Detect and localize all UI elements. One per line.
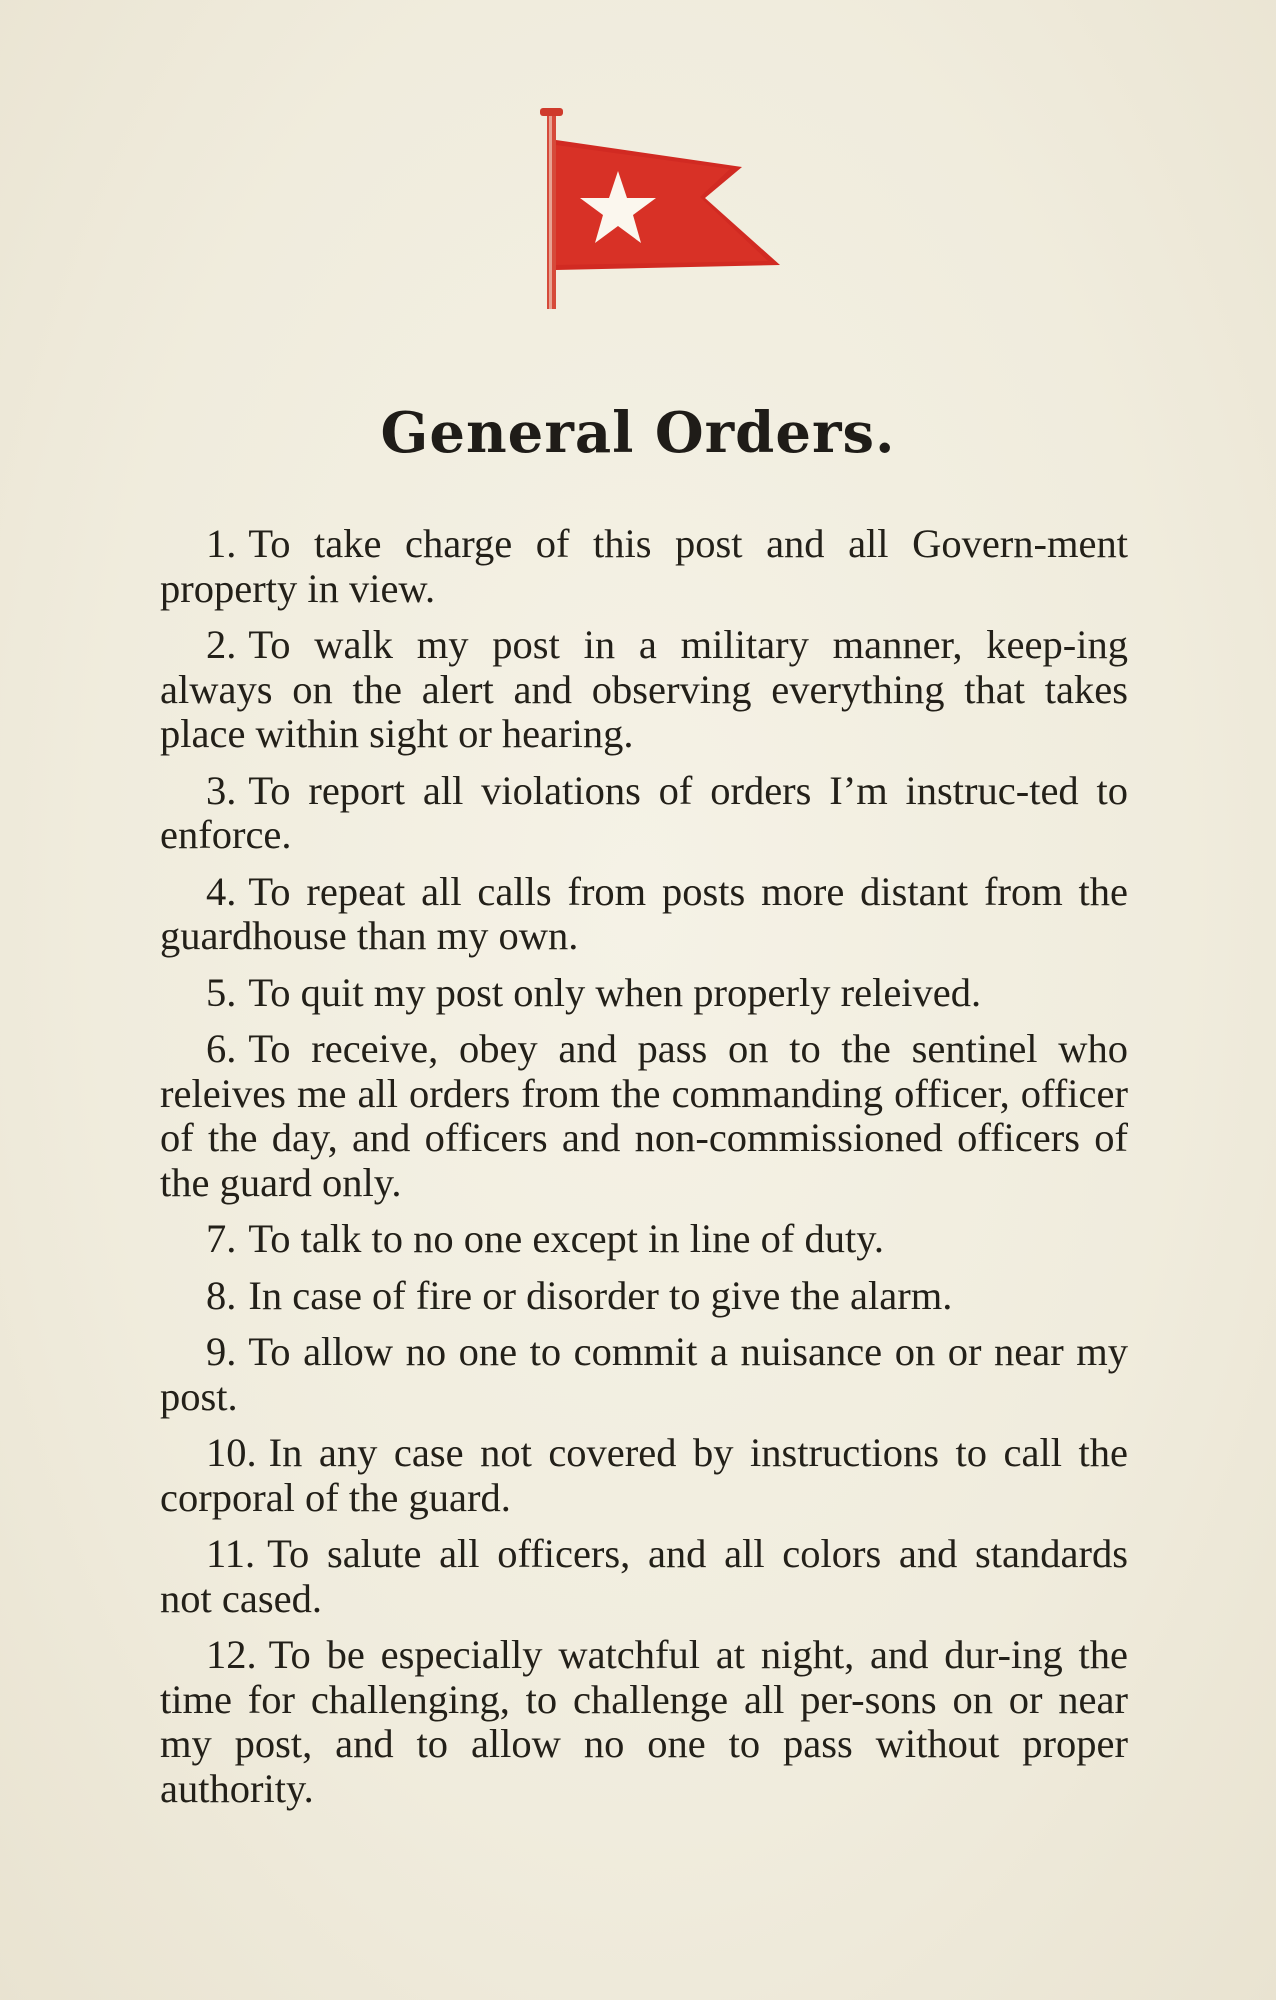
order-number: 7.: [206, 1216, 237, 1261]
orders-list: [160, 522, 1128, 1823]
list-item: [160, 1274, 1128, 1319]
order-number: 9.: [206, 1329, 237, 1374]
red-swallowtail-pennant-with-white-star-icon: [530, 105, 790, 310]
list-item: [160, 1217, 1128, 1262]
list-item: [160, 971, 1128, 1016]
order-number: 6.: [206, 1026, 237, 1071]
order-text: To walk my post in a military manner, keep-ing always on the alert and observing everything that takes place within sight or hearing.: [160, 622, 1128, 756]
order-number: 4.: [206, 868, 237, 914]
list-item: [160, 870, 1128, 959]
order-text: To report all violations of orders I’m instruc-ted to enforce.: [160, 767, 1128, 857]
order-text: To salute all officers, and all colors and standards not cased.: [160, 1531, 1128, 1621]
list-item: [160, 1431, 1128, 1520]
order-text: To talk to no one except in line of duty.: [248, 1216, 885, 1261]
order-number: 3.: [206, 767, 237, 813]
order-number: 8.: [206, 1272, 237, 1318]
order-number: 5.: [206, 969, 237, 1015]
order-number: 10.: [206, 1430, 257, 1475]
order-text: In any case not covered by instructions to call the corporal of the guard.: [160, 1430, 1128, 1520]
list-item: [160, 1027, 1128, 1205]
order-number: 2.: [206, 622, 237, 667]
list-item: [160, 769, 1128, 858]
order-number: 11.: [206, 1531, 256, 1576]
list-item: [160, 1330, 1128, 1419]
list-item: [160, 623, 1128, 757]
order-text: To allow no one to commit a nuisance on or near my post.: [160, 1329, 1128, 1419]
list-item: [160, 522, 1128, 611]
order-text: To quit my post only when properly releived.: [248, 969, 982, 1015]
order-text: To receive, obey and pass on to the sentinel who releives me all orders from the commanding officer, officer of the day, and officers and non-commissioned officers of the guard only.: [160, 1026, 1128, 1205]
page-title: General Orders.: [380, 400, 896, 466]
flag-finial: [540, 108, 563, 116]
order-number: 1.: [206, 521, 237, 566]
order-text: To be especially watchful at night, and dur-ing the time for challenging, to challenge all per-sons on or near my post, and to allow no one to pass without proper authority.: [160, 1632, 1128, 1811]
list-item: [160, 1532, 1128, 1621]
order-text: To take charge of this post and all Govern-ment property in view.: [160, 521, 1128, 611]
order-text: In case of fire or disorder to give the alarm.: [248, 1272, 953, 1318]
order-text: To repeat all calls from posts more distant from the guardhouse than my own.: [160, 868, 1128, 958]
order-number: 12.: [206, 1632, 257, 1677]
list-item: [160, 1633, 1128, 1811]
